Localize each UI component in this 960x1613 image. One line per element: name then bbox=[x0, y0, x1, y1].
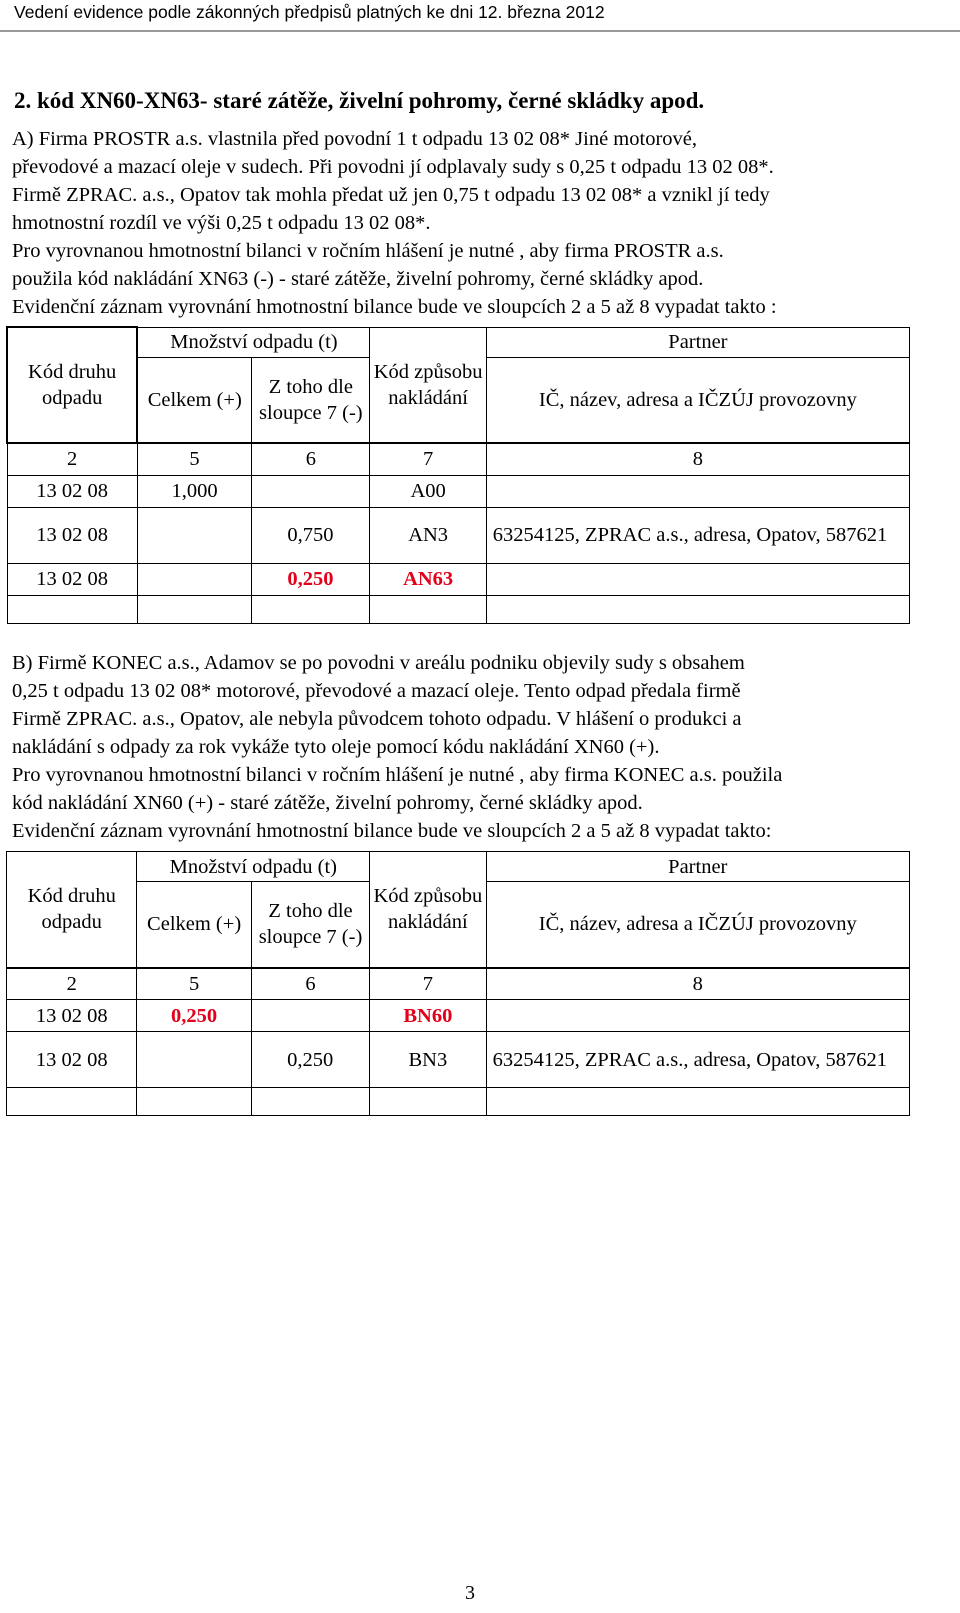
cell-celkem bbox=[137, 563, 251, 595]
evidence-table-a bbox=[6, 326, 910, 624]
part-b-line: nakládání s odpady za rok vykáže tyto oleje pomocí kódu nakládání XN60 (+). bbox=[12, 736, 660, 758]
cell-kod bbox=[7, 595, 137, 623]
cell-zpusob: AN63 bbox=[370, 563, 486, 595]
column-number: 6 bbox=[252, 443, 370, 475]
header-celkem: Celkem (+) bbox=[137, 357, 251, 443]
header-mnozstvi: Množství odpadu (t) bbox=[137, 327, 370, 357]
evidence-table-b bbox=[6, 851, 910, 1116]
cell-kod: 13 02 08 bbox=[7, 1000, 137, 1032]
cell-z-toho bbox=[251, 1088, 369, 1116]
cell-zpusob: AN3 bbox=[370, 507, 486, 563]
part-a-line: převodové a mazací oleje v sudech. Při povodni jí odplavaly sudy s 0,25 t odpadu 13 02 08*. bbox=[12, 156, 774, 178]
cell-z-toho: 0,250 bbox=[251, 1032, 369, 1088]
column-number: 8 bbox=[486, 968, 909, 1000]
table-row bbox=[7, 1032, 910, 1088]
header-z-toho: Z toho dle sloupce 7 (-) bbox=[252, 357, 370, 443]
header-kod-druhu: Kód druhu odpadu bbox=[7, 852, 137, 968]
column-number: 2 bbox=[7, 968, 137, 1000]
cell-partner bbox=[486, 1000, 909, 1032]
table-row bbox=[7, 595, 910, 623]
header-partner: Partner bbox=[486, 327, 909, 357]
cell-zpusob bbox=[370, 1088, 486, 1116]
cell-z-toho: 0,250 bbox=[252, 563, 370, 595]
header-kod-zpusobu: Kód způsobu nakládání bbox=[370, 327, 486, 443]
running-header: Vedení evidence podle zákonných předpisů platných ke dni 12. března 2012 bbox=[14, 2, 605, 22]
header-z-toho: Z toho dle sloupce 7 (-) bbox=[251, 882, 369, 968]
column-number: 6 bbox=[251, 968, 369, 1000]
part-a-line: hmotnostní rozdíl ve výši 0,25 t odpadu 13 02 08*. bbox=[12, 212, 431, 234]
cell-zpusob: BN3 bbox=[370, 1032, 486, 1088]
header-kod-zpusobu: Kód způsobu nakládání bbox=[370, 852, 486, 968]
header-mnozstvi: Množství odpadu (t) bbox=[137, 852, 370, 882]
cell-celkem: 0,250 bbox=[137, 1000, 251, 1032]
cell-z-toho bbox=[252, 475, 370, 507]
part-a-line: Firmě ZPRAC. a.s., Opatov tak mohla předat už jen 0,75 t odpadu 13 02 08* a vznikl jí tedy bbox=[12, 184, 770, 206]
column-number: 5 bbox=[137, 968, 251, 1000]
page-number: 3 bbox=[465, 1582, 475, 1604]
cell-celkem: 1,000 bbox=[137, 475, 251, 507]
table-row bbox=[7, 563, 910, 595]
part-b-line: Evidenční záznam vyrovnání hmotnostní bilance bude ve sloupcích 2 a 5 až 8 vypadat takto: bbox=[12, 820, 772, 842]
cell-z-toho bbox=[252, 595, 370, 623]
cell-zpusob: A00 bbox=[370, 475, 486, 507]
part-a-line: A) Firma PROSTR a.s. vlastnila před povodní 1 t odpadu 13 02 08* Jiné motorové, bbox=[12, 128, 697, 150]
cell-partner bbox=[486, 595, 909, 623]
header-celkem: Celkem (+) bbox=[137, 882, 251, 968]
cell-celkem bbox=[137, 1088, 251, 1116]
cell-kod: 13 02 08 bbox=[7, 475, 137, 507]
part-b-line: 0,25 t odpadu 13 02 08* motorové, převodové a mazací oleje. Tento odpad předala firmě bbox=[12, 680, 741, 702]
cell-celkem bbox=[137, 507, 251, 563]
cell-partner bbox=[486, 563, 909, 595]
header-partner: Partner bbox=[486, 852, 909, 882]
part-a-line: použila kód nakládání XN63 (-) - staré zátěže, živelní pohromy, černé skládky apod. bbox=[12, 268, 704, 290]
cell-zpusob bbox=[370, 595, 486, 623]
column-number: 7 bbox=[370, 443, 486, 475]
cell-partner: 63254125, ZPRAC a.s., adresa, Opatov, 587621 bbox=[486, 507, 909, 563]
table-row bbox=[7, 475, 910, 507]
cell-partner bbox=[486, 1088, 909, 1116]
cell-z-toho: 0,750 bbox=[252, 507, 370, 563]
header-partner-sub: IČ, název, adresa a IČZÚJ provozovny bbox=[486, 357, 909, 443]
part-a-line: Evidenční záznam vyrovnání hmotnostní bilance bude ve sloupcích 2 a 5 až 8 vypadat takto : bbox=[12, 296, 777, 318]
cell-kod: 13 02 08 bbox=[7, 1032, 137, 1088]
column-number: 5 bbox=[137, 443, 251, 475]
table-row bbox=[7, 1000, 910, 1032]
cell-partner: 63254125, ZPRAC a.s., adresa, Opatov, 587621 bbox=[486, 1032, 909, 1088]
cell-z-toho bbox=[251, 1000, 369, 1032]
column-number: 7 bbox=[370, 968, 486, 1000]
table-row bbox=[7, 507, 910, 563]
cell-partner bbox=[486, 475, 909, 507]
cell-zpusob: BN60 bbox=[370, 1000, 486, 1032]
part-b-line: kód nakládání XN60 (+) - staré zátěže, živelní pohromy, černé skládky apod. bbox=[12, 792, 643, 814]
cell-kod bbox=[7, 1088, 137, 1116]
cell-celkem bbox=[137, 1032, 251, 1088]
column-number: 2 bbox=[7, 443, 137, 475]
header-partner-sub: IČ, název, adresa a IČZÚJ provozovny bbox=[486, 882, 909, 968]
part-b-line: B) Firmě KONEC a.s., Adamov se po povodni v areálu podniku objevily sudy s obsahem bbox=[12, 652, 745, 674]
part-a-line: Pro vyrovnanou hmotnostní bilanci v ročním hlášení je nutné , aby firma PROSTR a.s. bbox=[12, 240, 724, 262]
cell-kod: 13 02 08 bbox=[7, 563, 137, 595]
cell-kod: 13 02 08 bbox=[7, 507, 137, 563]
column-number: 8 bbox=[486, 443, 909, 475]
part-b-line: Firmě ZPRAC. a.s., Opatov, ale nebyla původcem tohoto odpadu. V hlášení o produkci a bbox=[12, 708, 742, 730]
header-kod-druhu: Kód druhu odpadu bbox=[7, 327, 137, 443]
table-row bbox=[7, 1088, 910, 1116]
part-b-line: Pro vyrovnanou hmotnostní bilanci v ročním hlášení je nutné , aby firma KONEC a.s. použila bbox=[12, 764, 783, 786]
cell-celkem bbox=[137, 595, 251, 623]
header-rule bbox=[0, 30, 960, 32]
section-title: 2. kód XN60-XN63- staré zátěže, živelní pohromy, černé skládky apod. bbox=[14, 88, 705, 113]
